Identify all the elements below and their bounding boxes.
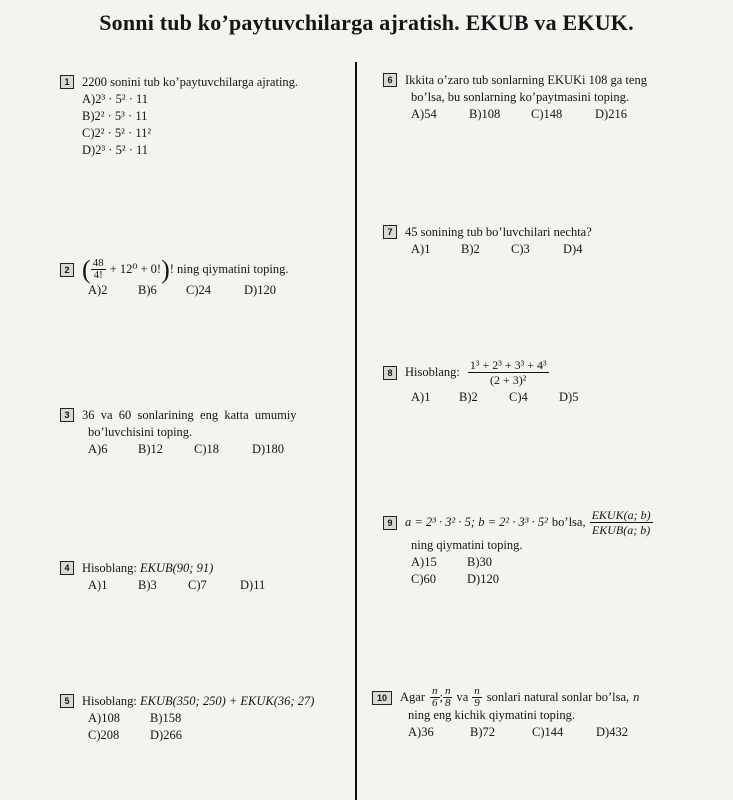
question-text-mid: bo’lsa, <box>551 515 586 529</box>
fraction-numerator: n <box>432 685 438 697</box>
fraction <box>468 358 549 387</box>
question-number: 6 <box>383 73 397 87</box>
question-3 <box>60 407 297 458</box>
question-text-line-2: ning qiymatini toping. <box>411 538 523 552</box>
question-9 <box>383 508 653 588</box>
option-d[interactable]: D)120 <box>467 572 499 586</box>
option-d[interactable]: D)2³ · 5² · 11 <box>82 143 149 157</box>
option-b[interactable]: B)2² · 5³ · 11 <box>82 109 148 123</box>
option-b[interactable]: B)72 <box>470 725 495 739</box>
option-b[interactable]: B)30 <box>467 555 492 569</box>
question-2 <box>60 254 289 299</box>
fraction-denominator: 9 <box>474 697 480 709</box>
option-d[interactable]: D)432 <box>596 725 628 739</box>
option-d[interactable]: D)4 <box>563 242 583 256</box>
option-b[interactable]: B)2 <box>459 390 478 404</box>
math-expression: EKUB(90; 91) <box>139 561 214 575</box>
option-c[interactable]: C)144 <box>532 725 564 739</box>
question-label: Hisoblang: <box>405 365 460 379</box>
option-c[interactable]: C)60 <box>411 572 436 586</box>
option-a[interactable]: A)2 <box>88 283 108 297</box>
va-label: va <box>456 690 469 704</box>
option-c[interactable]: C)2² · 5² · 11² <box>82 126 152 140</box>
option-a[interactable]: A)36 <box>408 725 434 739</box>
question-6 <box>383 72 647 123</box>
option-c[interactable]: C)7 <box>188 578 207 592</box>
question-text-line-1: 36 va 60 sonlarining eng katta umumiy <box>82 408 297 422</box>
option-a[interactable]: A)1 <box>411 390 431 404</box>
question-number: 3 <box>60 408 74 422</box>
page-title: Sonni tub ko’paytuvchilarga ajratish. EKUB va EKUK. <box>99 10 634 35</box>
option-d[interactable]: D)180 <box>252 442 284 456</box>
close-paren: ) <box>161 254 170 284</box>
option-b[interactable]: B)6 <box>138 283 157 297</box>
question-7 <box>383 224 592 258</box>
question-10 <box>372 686 639 741</box>
question-text: ! ning qiymatini toping. <box>169 262 289 276</box>
open-paren: ( <box>82 254 91 284</box>
expression-rest: + 12⁰ + 0! <box>109 262 162 276</box>
option-b[interactable]: B)158 <box>150 711 182 725</box>
fraction-numerator: n <box>474 685 480 697</box>
option-c[interactable]: C)208 <box>88 728 120 742</box>
question-5 <box>60 693 314 744</box>
fraction-numerator: 48 <box>92 257 104 269</box>
column-divider <box>355 62 357 800</box>
question-text-line-2: bo’lsa, bu sonlarning ko’paytmasini toping. <box>411 90 630 104</box>
fraction-numerator: 1³ + 2³ + 3³ + 4³ <box>469 358 547 372</box>
question-text-line-1: sonlari natural sonlar bo’lsa, <box>486 690 630 704</box>
question-text-line-2: bo’luvchisini toping. <box>88 425 193 439</box>
fraction-denominator: 4! <box>93 269 103 281</box>
question-number: 9 <box>383 516 397 530</box>
option-a[interactable]: A)6 <box>88 442 108 456</box>
fraction-2 <box>443 686 453 709</box>
question-number: 5 <box>60 694 74 708</box>
option-a[interactable]: A)54 <box>411 107 437 121</box>
fraction <box>91 258 106 281</box>
question-label: Hisoblang: <box>82 561 137 575</box>
question-1 <box>60 74 298 159</box>
question-number: 10 <box>372 691 392 705</box>
option-d[interactable]: D)216 <box>595 107 627 121</box>
question-text: 2200 sonini tub ko’paytuvchilarga ajrating. <box>82 75 299 89</box>
fraction-numerator: EKUK(a; b) <box>591 508 651 522</box>
math-expression: a = 2³ · 3² · 5; b = 2² · 3³ · 5² <box>405 515 548 529</box>
agar-label: Agar <box>400 690 425 704</box>
option-d[interactable]: D)120 <box>244 283 276 297</box>
option-c[interactable]: C)24 <box>186 283 211 297</box>
fraction-3 <box>472 686 482 709</box>
option-c[interactable]: C)18 <box>194 442 219 456</box>
option-c[interactable]: C)148 <box>531 107 563 121</box>
question-number: 1 <box>60 75 74 89</box>
question-number: 7 <box>383 225 397 239</box>
option-d[interactable]: D)266 <box>150 728 182 742</box>
question-number: 4 <box>60 561 74 575</box>
question-label: Hisoblang: <box>82 694 137 708</box>
option-a[interactable]: A)2³ · 5² · 11 <box>82 92 149 106</box>
option-d[interactable]: D)5 <box>559 390 579 404</box>
fraction-denominator: 8 <box>444 697 451 709</box>
option-c[interactable]: C)3 <box>511 242 530 256</box>
fraction-denominator: EKUB(a; b) <box>591 523 651 537</box>
option-b[interactable]: B)3 <box>138 578 157 592</box>
option-a[interactable]: A)15 <box>411 555 437 569</box>
fraction-denominator: 6 <box>432 697 438 709</box>
option-a[interactable]: A)1 <box>411 242 431 256</box>
question-text-line-2: ning eng kichik qiymatini toping. <box>408 708 575 722</box>
question-number: 8 <box>383 366 397 380</box>
question-4 <box>60 560 265 594</box>
option-d[interactable]: D)11 <box>240 578 266 592</box>
variable-n: n <box>633 690 640 704</box>
question-8 <box>383 358 578 406</box>
question-text: 45 sonining tub bo’luvchilari nechta? <box>405 225 592 239</box>
option-a[interactable]: A)1 <box>88 578 108 592</box>
fraction-numerator: n <box>444 685 451 697</box>
option-b[interactable]: B)108 <box>469 107 501 121</box>
option-a[interactable]: A)108 <box>88 711 120 725</box>
math-expression: EKUB(350; 250) + EKUK(36; 27) <box>139 694 315 708</box>
question-number: 2 <box>60 263 74 277</box>
fraction-denominator: (2 + 3)² <box>490 373 527 387</box>
fraction-1 <box>430 686 440 709</box>
fraction <box>590 508 653 537</box>
separator: ; <box>439 690 443 704</box>
option-b[interactable]: B)2 <box>461 242 480 256</box>
question-text-line-1: Ikkita o’zaro tub sonlarning EKUKi 108 ga teng <box>405 73 647 87</box>
option-b[interactable]: B)12 <box>138 442 163 456</box>
option-c[interactable]: C)4 <box>509 390 528 404</box>
